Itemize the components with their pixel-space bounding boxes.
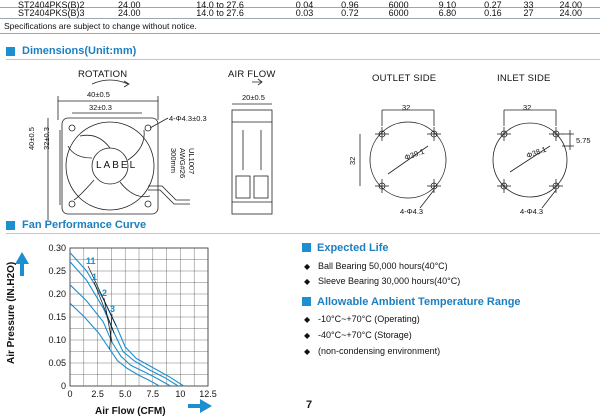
outlet-side-label: OUTLET SIDE [372, 73, 437, 84]
x-axis-arrow-icon [188, 399, 212, 413]
list-item [304, 346, 440, 356]
table-cell-model: ST2404PKS(B)2 [0, 0, 100, 7]
x-tick-label: 10 [175, 389, 186, 399]
table-cell-current: 0.03 [282, 7, 327, 18]
series-label-1: 1 [92, 272, 98, 282]
inlet-side-label: INLET SIDE [497, 73, 551, 84]
y-tick-label: 0.10 [48, 335, 66, 345]
table-cell-model: ST2404PKS(B)3 [0, 7, 100, 18]
table-cell-pressure: 0.27 [470, 0, 515, 7]
dim-hole: 4-Φ4.3±0.3 [169, 114, 207, 123]
cable-spec-3: 300mm [169, 148, 178, 174]
performance-chart [0, 236, 240, 420]
ambient-item-1: -10°C~+70°C (Operating) [318, 314, 420, 324]
series-label-11: 11 [86, 256, 96, 266]
ambient-header [302, 296, 521, 308]
y-axis-arrow-icon [15, 252, 29, 276]
table-cell-noise: 27 [516, 7, 542, 18]
x-tick-label: 12.5 [199, 389, 217, 399]
y-tick-label: 0 [60, 381, 66, 391]
inlet-dim-32-top: 32 [523, 103, 532, 112]
x-tick-label: 5.0 [118, 389, 132, 399]
table-cell-range: 14.0 to 27.6 [158, 7, 281, 18]
dim-depth: 20±0.5 [242, 93, 265, 102]
outlet-holes: 4-Φ4.3 [400, 207, 424, 216]
page-number: 7 [306, 399, 313, 411]
ambient-item-3: (non-condensing environment) [318, 346, 441, 356]
diamond-bullet-icon: ◆ [304, 331, 311, 340]
inlet-offset: 5.75 [576, 136, 591, 145]
performance-header [0, 218, 600, 234]
diamond-bullet-icon: ◆ [304, 277, 311, 286]
ambient-title: Allowable Ambient Temperature Range [317, 296, 521, 308]
expected-life-title: Expected Life [317, 242, 389, 254]
table-cell-current: 0.04 [282, 0, 327, 7]
performance-title: Fan Performance Curve [22, 219, 147, 231]
dim-32-top: 32±0.3 [89, 103, 112, 112]
y-tick-label: 0.05 [48, 358, 66, 368]
x-tick-label: 7.5 [146, 389, 160, 399]
table-cell-voltage: 24.00 [100, 0, 158, 7]
expected-life-header [302, 242, 389, 254]
list-item [304, 330, 412, 340]
cable-spec-1: UL1007 [187, 148, 196, 175]
diamond-bullet-icon: ◆ [304, 315, 311, 324]
dim-40-side: 40±0.5 [27, 127, 36, 150]
divider [6, 233, 600, 234]
y-tick-label: 0.15 [48, 312, 66, 322]
life-item-2: Sleeve Bearing 30,000 hours(40°C) [318, 276, 461, 286]
y-axis-label: Air Pressure (IN.H2O) [6, 261, 17, 364]
spec-note: Specifications are subject to change without notice. [4, 21, 197, 31]
dimensions-title: Dimensions(Unit:mm) [22, 45, 137, 57]
diamond-bullet-icon: ◆ [304, 262, 311, 271]
series-label-2: 2 [102, 288, 108, 298]
list-item [304, 261, 448, 271]
inlet-holes: 4-Φ4.3 [520, 207, 544, 216]
airflow-label: AIR FLOW [228, 69, 276, 80]
rotation-label: ROTATION [78, 69, 128, 80]
y-tick-label: 0.25 [48, 266, 66, 276]
table-cell-noise: 33 [516, 0, 542, 7]
y-tick-label: 0.30 [48, 243, 66, 253]
chart-grid [70, 248, 208, 386]
table-cell-range: 14.0 to 27.6 [158, 0, 281, 7]
fan-label-text: LABEL [96, 160, 138, 171]
table-cell-weight: 24.00 [542, 7, 600, 18]
cable-spec-2: AWG#26 [178, 148, 187, 179]
outlet-dim-32-side: 32 [348, 156, 357, 165]
table-cell-weight: 24.00 [542, 0, 600, 7]
ambient-item-2: -40°C~+70°C (Storage) [318, 330, 412, 340]
table-cell-speed: 6000 [373, 7, 425, 18]
table-cell-airflow: 9.10 [425, 0, 470, 7]
table-cell-speed: 6000 [373, 0, 425, 7]
y-tick-label: 0.20 [48, 289, 66, 299]
square-bullet-icon [302, 297, 311, 306]
x-ticks [67, 389, 216, 399]
table-cell-pressure: 0.16 [470, 7, 515, 18]
dim-40-top: 40±0.5 [87, 90, 110, 99]
x-axis-label: Air Flow (CFM) [95, 406, 166, 417]
x-tick-label: 0 [67, 389, 73, 399]
diamond-bullet-icon: ◆ [304, 347, 311, 356]
table-cell-power: 0.72 [327, 7, 372, 18]
life-item-1: Ball Bearing 50,000 hours(40°C) [318, 261, 448, 271]
outlet-dim-32-top: 32 [402, 103, 411, 112]
y-ticks [48, 243, 66, 391]
inlet-diameter: Φ38.1 [525, 144, 548, 161]
table-cell-power: 0.96 [327, 0, 372, 7]
square-bullet-icon [302, 243, 311, 252]
dim-32-side: 32±0.3 [42, 127, 51, 150]
square-bullet-icon [6, 221, 15, 230]
list-item [304, 276, 460, 286]
series-label-3: 3 [110, 304, 116, 314]
x-tick-label: 2.5 [91, 389, 104, 399]
outlet-diameter: Φ39.1 [403, 146, 426, 163]
table-cell-voltage: 24.00 [100, 7, 158, 18]
list-item [304, 314, 420, 324]
table-cell-airflow: 6.80 [425, 7, 470, 18]
